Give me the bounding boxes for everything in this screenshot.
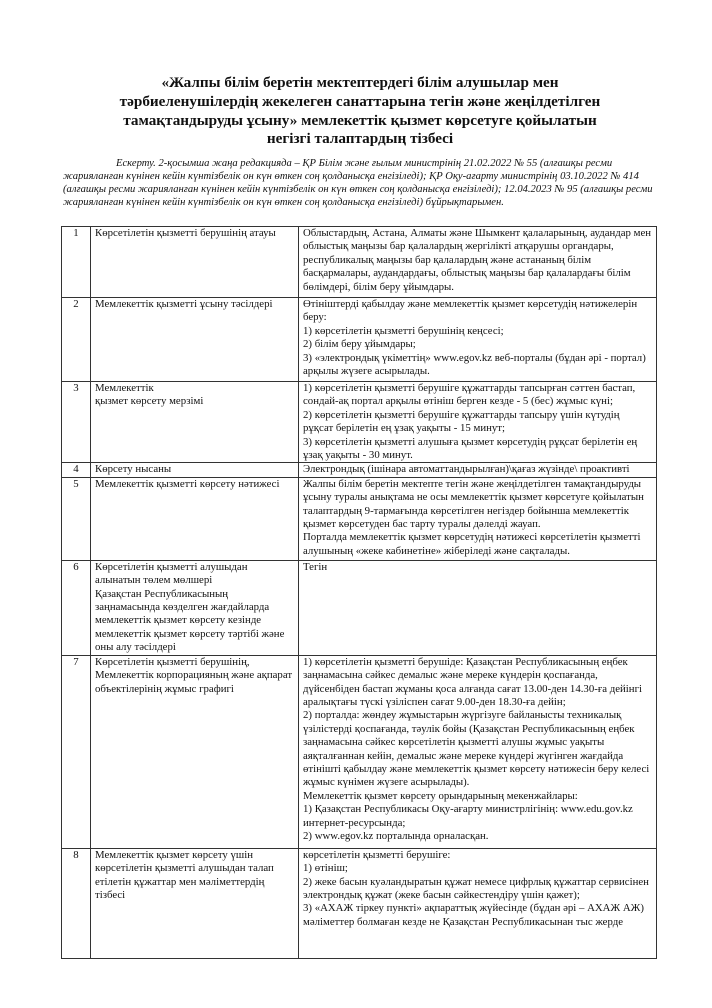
- requirement-name: Көрсетілетін қызметті берушінің, Мемлекеттік корпорацияның және ақпарат объектілерінің жұмыс графигі: [91, 655, 299, 848]
- requirement-name: Көрсетілетін қызметті берушінің атауы: [91, 227, 299, 298]
- row-number: 5: [62, 477, 91, 560]
- value-paragraph: 3) «АХАЖ тіркеу пункті» ақпараттық жүйесінде (бұдан әрі – АХАЖ АЖ) мәліметтер болмаған кезде не Қазақстан Республикасынан тыс жерде: [303, 902, 644, 928]
- table-row: [62, 298, 657, 382]
- amendment-note: Ескерту. 2-қосымша жаңа редакцияда – ҚР Білім және ғылым министрінің 21.02.2022 № 55 (алғашқы ресми жарияланған күнінен кейін күнтізбелік он күн өткен соң қолданысқа енгізіледі); ҚР Оқу-ағарту министрінің 03.10.2022 № 414 (алғашқы ресми жарияланған күнінен кейін күнтізбелік он күн өткен соң қолданысқа енгізіледі); 12.04.2023 № 95 (алғашқы ресми жарияланған күнінен кейін күнтізбелік он күн өткен соң қолданысқа енгізіледі) бұйрықтарымен.: [63, 158, 653, 209]
- row-number: 7: [62, 655, 91, 848]
- value-paragraph: 1) Қазақстан Республикасы Оқу-ағарту министрлігінің: www.edu.gov.kz интернет-ресурсында;: [303, 803, 633, 829]
- value-paragraph: көрсетілетін қызметті берушіге:: [303, 848, 451, 861]
- requirements-table: [61, 226, 657, 959]
- table-row: [62, 227, 657, 298]
- value-paragraph: 3) көрсетілетін қызметті алушыға қызмет көрсетудің рұқсат берілетін ең ұзақ уақыты - 30 минут.: [303, 435, 638, 462]
- value-paragraph: Облыстардың, Астана, Алматы және Шымкент қалаларының, аудандар мен облыстық маңызы бар қалалардың жергілікті атқарушы органдары, республикалық маңызы бар қалалардың және астананың білім басқармалары, аудандардағы, облыстық маңызы бар қалалардағы білім бөлімдері, білім беру ұйымдары.: [303, 227, 652, 293]
- value-paragraph: 2) білім беру ұйымдары;: [303, 338, 416, 351]
- value-paragraph: 3) «электрондық үкіметтің» www.egov.kz веб-порталы (бұдан әрі - портал) арқылы жүзеге асырылады.: [303, 351, 646, 378]
- row-number: 4: [62, 463, 91, 477]
- value-paragraph: 2) порталда: жөндеу жұмыстарын жүргізуге байланысты техникалық үзілістерді қоспағанда, тәулік бойы (Қазақстан Республикасының еңбек заңнамасына сәйкес көрсетілетін қызметті алушы жұмыс уақыты аяқталғаннан кейін, демалыс және мереке күндері жүгінген жағдайда өтінішті қабылдау және мемлекеттік қызмет көрсету нәтижесін беру келесі жұмыс күнімен жүзеге асырылады).: [303, 709, 650, 789]
- row-number: 3: [62, 382, 91, 463]
- value-paragraph: Электрондық (ішінара автоматтандырылған)\қағаз жүзінде\ проактивті: [303, 463, 630, 476]
- requirement-name: Мемлекеттік қызметті ұсыну тәсілдері: [91, 298, 299, 382]
- value-paragraph: 2) жеке басын куәландыратын құжат немесе цифрлық құжаттар сервисінен электрондық құжат (жеке басын сәйкестендіру үшін қажет);: [303, 875, 649, 901]
- requirement-name: Көрсету нысаны: [91, 463, 299, 477]
- value-paragraph: 1) көрсетілетін қызметті берушіде: Қазақстан Республикасының еңбек заңнамасына сәйкес демалыс және мереке күндерін қоспағанда, дүйсенбіден бастап жұманы қоса алғанда сағат 13.00-ден 14.30-ға дейінгі аралықтағы түскі үзіліспен сағат 9.00-ден 18.30-ға дейін;: [303, 655, 643, 708]
- requirement-value: [299, 655, 657, 848]
- row-number: 8: [62, 848, 91, 958]
- table-row: [62, 560, 657, 655]
- requirement-value: [299, 227, 657, 298]
- value-paragraph: 2) www.egov.kz порталында орналасқан.: [303, 829, 489, 842]
- requirement-value: [299, 463, 657, 477]
- requirement-name: Мемлекеттік қызмет көрсету мерзімі: [91, 382, 299, 463]
- requirement-value: [299, 382, 657, 463]
- requirement-name: Көрсетілетін қызметті алушыдан алынатын төлем мөлшері Қазақстан Республикасының заңнамасында көзделген жағдайларда мемлекеттік қызмет көрсету кезінде мемлекеттік қызмет көрсету тәртібі және оны алу тәсілдері: [91, 560, 299, 655]
- value-paragraph: 1) көрсетілетін қызметті берушіге құжаттарды тапсырған сәттен бастап, сондай-ақ портал арқылы өтініш берген кезде - 5 (бес) жұмыс күні;: [303, 382, 636, 408]
- table-row: [62, 477, 657, 560]
- table-row: [62, 463, 657, 477]
- requirement-name: Мемлекеттік қызметті көрсету нәтижесі: [91, 477, 299, 560]
- requirement-value: [299, 298, 657, 382]
- value-paragraph: 1) өтініш;: [303, 862, 348, 875]
- table-row: [62, 382, 657, 463]
- value-paragraph: Тегін: [303, 560, 328, 573]
- requirement-value: [299, 560, 657, 655]
- row-number: 2: [62, 298, 91, 382]
- value-paragraph: 2) көрсетілетін қызметті берушіге құжаттарды тапсыру үшін күтудің рұқсат берілетін ең ұзақ уақыты - 15 минут;: [303, 408, 620, 435]
- document-title: «Жалпы білім беретін мектептердегі білім алушылар мен тәрбиеленушілердің жекелеген санаттарына тегін және жеңілдетілген тамақтандыруды ұсыну» мемлекеттік қызмет көрсетуге қойылатын негізгі талаптардың тізбесі: [119, 74, 601, 148]
- table-row: [62, 655, 657, 848]
- requirement-value: [299, 848, 657, 958]
- value-paragraph: 1) көрсетілетін қызметті берушінің кеңсесі;: [303, 324, 504, 337]
- row-number: 1: [62, 227, 91, 298]
- table-row: [62, 848, 657, 958]
- value-paragraph: Порталда мемлекеттік қызмет көрсетудің нәтижесі көрсетілетін қызметті алушының «жеке кабинетіне» жіберіледі және сақталады.: [303, 531, 641, 557]
- value-paragraph: Өтініштерді қабылдау және мемлекеттік қызмет көрсетудің нәтижелерін беру:: [303, 298, 638, 324]
- row-number: 6: [62, 560, 91, 655]
- requirement-value: [299, 477, 657, 560]
- requirement-name: Мемлекеттік қызмет көрсету үшін көрсетілетін қызметті алушыдан талап етілетін құжаттар мен мәліметтердің тізбесі: [91, 848, 299, 958]
- value-paragraph: Жалпы білім беретін мектепте тегін және жеңілдетілген тамақтандыруды ұсыну туралы анықтама не осы мемлекеттік қызмет көрсетуге қойылатын талаптардың 9-тармағында көрсетілген негіздер бойынша мемлекеттік қызмет көрсетуден бас тарту туралы дәлелді жауап.: [303, 477, 644, 531]
- value-paragraph: Мемлекеттік қызмет көрсету орындарының мекенжайлары:: [303, 789, 578, 802]
